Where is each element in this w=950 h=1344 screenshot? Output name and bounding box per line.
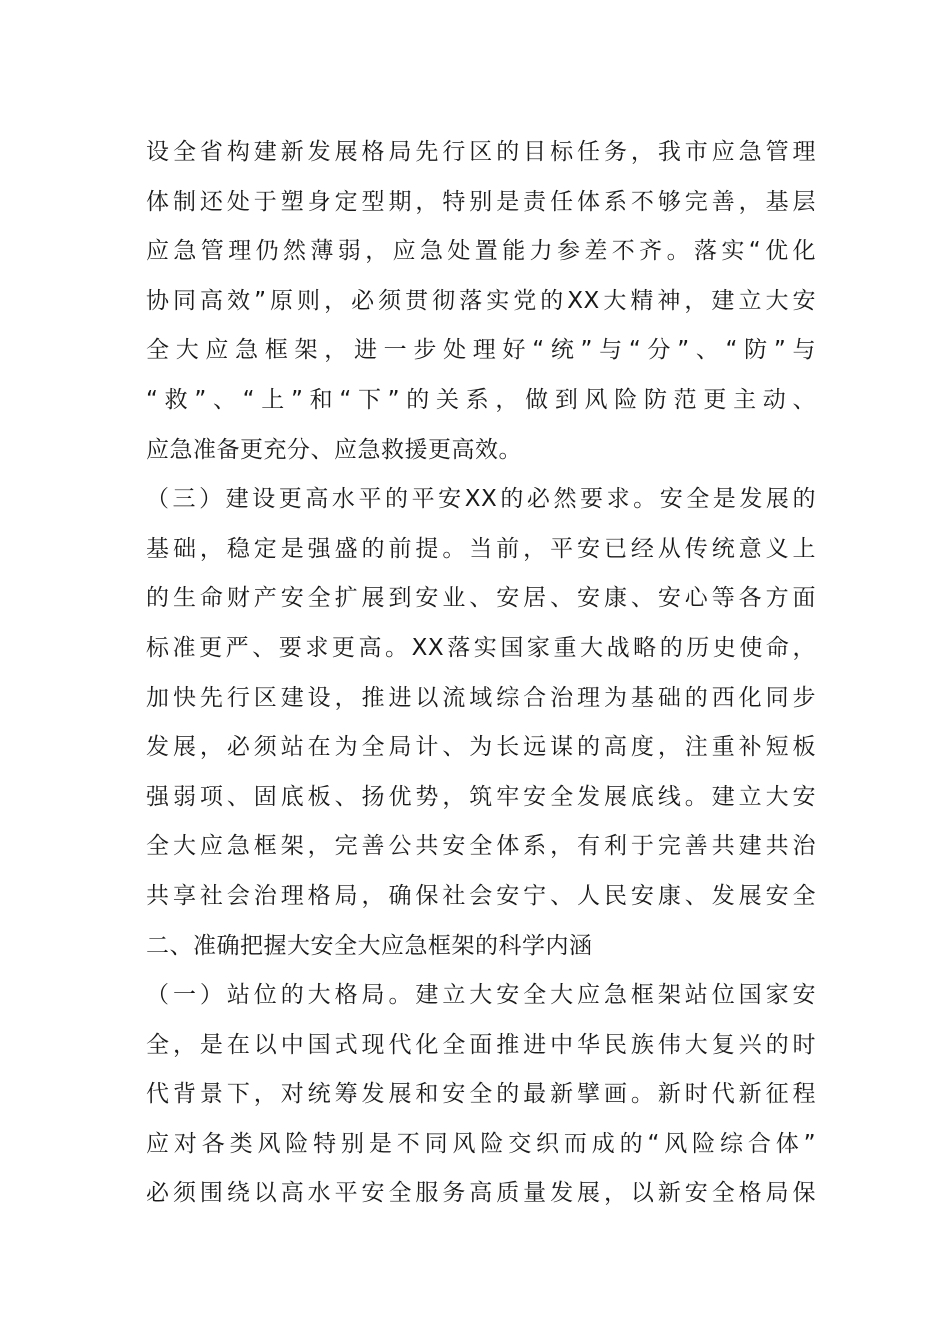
- text-line: 标准更严、要求更高。XX落实国家重大战略的历史使命，: [146, 634, 816, 661]
- body-text: [146, 128, 816, 1219]
- text-line: 加快先行区建设，推进以流域综合治理为基础的西化同步: [146, 684, 816, 711]
- text-line: 设全省构建新发展格局先行区的目标任务，我市应急管理: [146, 139, 816, 165]
- text-line: 强弱项、固底板、扬优势，筑牢安全发展底线。建立大安: [146, 783, 816, 810]
- text-line: 应急准备更充分、应急救援更高效。: [146, 436, 522, 463]
- text-line: 全大应急框架，完善公共安全体系，有利于完善共建共治: [146, 833, 816, 860]
- text-line: 全，是在以中国式现代化全面推进中华民族伟大复兴的时: [146, 1031, 816, 1058]
- section-heading: 二、准确把握大安全大应急框架的科学内涵: [146, 932, 593, 959]
- text-line: 体制还处于塑身定型期，特别是责任体系不够完善，基层: [146, 188, 816, 215]
- text-line: 代背景下，对统筹发展和安全的最新擘画。新时代新征程: [146, 1081, 816, 1108]
- text-line: （一）站位的大格局。建立大安全大应急框架站位国家安: [146, 982, 816, 1009]
- text-line: 必须围绕以高水平安全服务高质量发展，以新安全格局保: [146, 1180, 816, 1207]
- text-line: 协同高效”原则，必须贯彻落实党的XX大精神，建立大安: [146, 287, 816, 314]
- text-line: 共享社会治理格局，确保社会安宁、人民安康、发展安全: [146, 882, 816, 909]
- text-line: 的生命财产安全扩展到安业、安居、安康、安心等各方面: [146, 585, 816, 612]
- text-line: 基础，稳定是强盛的前提。当前，平安已经从传统意义上: [146, 535, 816, 562]
- text-line: （三）建设更高水平的平安XX的必然要求。安全是发展的: [146, 486, 816, 513]
- text-line: 全大应急框架，进一步处理好“统”与“分”、“防”与: [146, 337, 816, 364]
- text-line: 应对各类风险特别是不同风险交织而成的“风险综合体”: [146, 1130, 816, 1157]
- text-line: “救”、“上”和“下”的关系，做到风险防范更主动、: [146, 386, 816, 413]
- text-line: 应急管理仍然薄弱，应急处置能力参差不齐。落实“优化: [146, 238, 816, 265]
- text-line: 发展，必须站在为全局计、为长远谋的高度，注重补短板: [146, 734, 816, 761]
